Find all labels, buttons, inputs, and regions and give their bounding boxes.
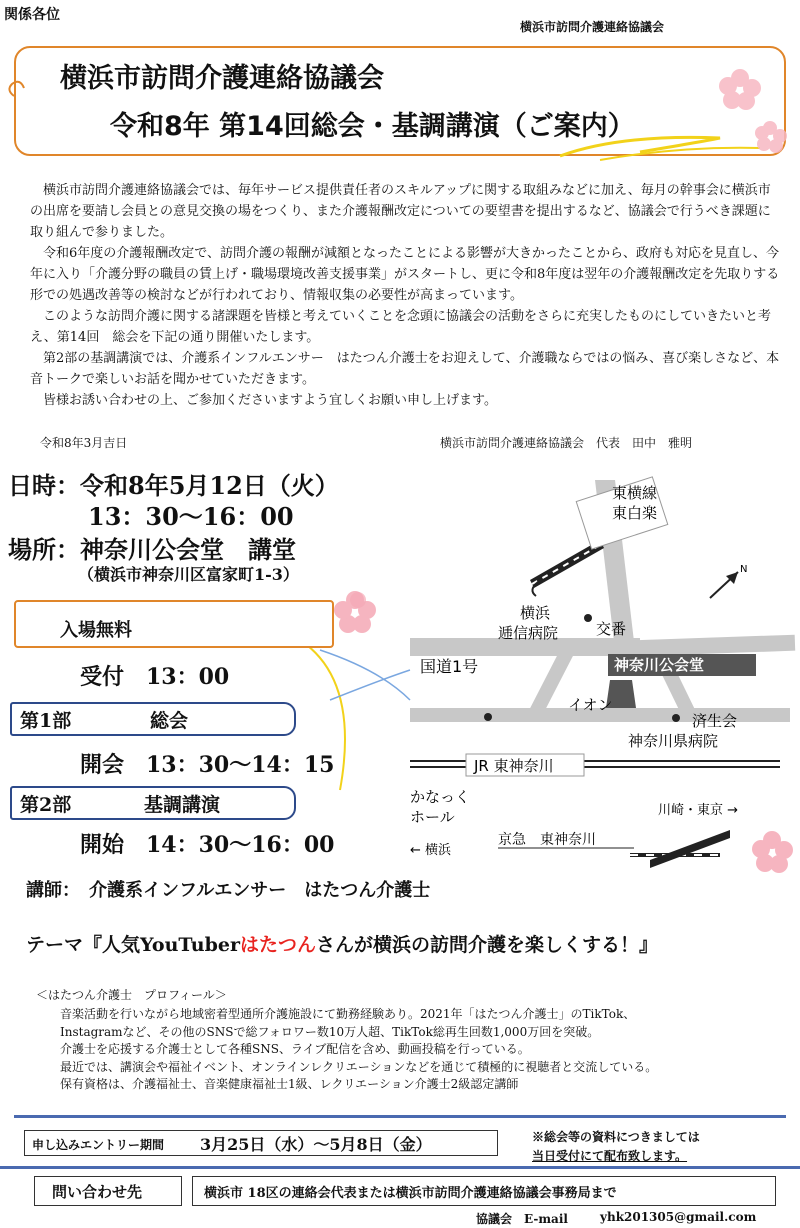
event-date: 日時：令和8年5月12日（火） (8, 471, 339, 500)
part1-label: 第1部 (20, 710, 72, 732)
map-label: 東白楽 (612, 504, 658, 522)
profile-line: Instagramなど、その他のSNSで総フォロワー数10万人超、TikTok総再生回数1,000万回を突破。 (60, 1024, 600, 1039)
email-label: 協議会 E-mail (476, 1212, 568, 1226)
divider (0, 1166, 800, 1169)
blossom-icon (330, 588, 380, 638)
part2-time: 開始 14：30～16：00 (80, 832, 335, 858)
map-label: 国道1号 (420, 657, 479, 676)
materials-note: ※総会等の資料につきましては (532, 1130, 700, 1144)
part1-name: 総会 (150, 710, 189, 732)
map-label: 京急 東神奈川 (498, 832, 596, 848)
profile-line: 最近では、講演会や福祉イベント、オンラインレクリエーションなどを通じて積極的に視聴者と交流している。 (60, 1059, 658, 1074)
entry-label: 申し込みエントリー期間 (32, 1138, 165, 1152)
lecturer: 講師： 介護系インフルエンサー はたつん介護士 (26, 880, 431, 901)
map-label: 交番 (596, 620, 627, 638)
intro-text (30, 180, 780, 411)
recipient-line: 関係各位 (4, 7, 60, 23)
page-subtitle: 令和8年 第14回総会・基調講演（ご案内） (110, 111, 635, 142)
intro-paragraph: 皆様お誘い合わせの上、ご参加くださいますよう宜しくお願い申し上げます。 (43, 393, 497, 408)
profile-heading: ＜はたつん介護士 プロフィール＞ (36, 988, 227, 1002)
part1-time: 開会 13：30～14：15 (80, 752, 335, 778)
issued-date: 令和8年3月吉日 (40, 436, 128, 450)
profile-line: 保有資格は、介護福祉士、音楽健康福祉士1級、レクリエーション介護士2級認定講師 (60, 1077, 519, 1091)
lecture-theme (26, 930, 658, 957)
north-label: N (740, 564, 748, 575)
profile-line: 音楽活動を行いながら地域密着型通所介護施設にて勤務経験あり。2021年「はたつん介護士」のTikTok、 (60, 1007, 636, 1021)
email-link[interactable]: yhk201305@gmail.com (600, 1210, 757, 1224)
map-label: 神奈川公会堂 (614, 656, 705, 674)
profile-text (60, 1006, 780, 1094)
map-label: かなっく (410, 788, 471, 806)
blossom-icon (719, 69, 787, 153)
page-title: 横浜市訪問介護連絡協議会 (60, 63, 384, 94)
intro-paragraph: 令和6年度の介護報酬改定で、訪問介護の報酬が減額となったことによる影響が大きかったことから、政府も対応を見直し、今年に入り「介護分野の職員の賃上げ・職場環境改善支援事業」がスタートし、更に令和8年度は翌年の介護報酬改定を先取りする形での処遇改善等の検討などが行われており、情報収集の必要性が高まっています。 (30, 246, 780, 303)
theme-suffix: さんが横浜の訪問介護を楽しくする！』 (316, 934, 659, 956)
venue-map (400, 470, 800, 890)
event-address: （横浜市神奈川区富家町1-3） (78, 565, 299, 584)
map-label: 神奈川県病院 (628, 732, 719, 750)
map-label: 逓信病院 (498, 624, 559, 642)
contact-text: 横浜市 18区の連絡会代表または横浜市訪問介護連絡協議会事務局まで (204, 1186, 617, 1201)
blossom-icon (752, 831, 793, 873)
intro-paragraph: 第2部の基調講演では、介護系インフルエンサー はたつん介護士をお迎えして、介護職ならではの悩み、喜び楽しさなど、本音トークで楽しいお話を聞かせていただきます。 (30, 351, 780, 387)
materials-note: 当日受付にて配布致します。 (532, 1149, 688, 1163)
map-label: 済生会 (692, 712, 738, 730)
entry-period: 3月25日（水）～5月8日（金） (200, 1135, 432, 1154)
reception-time: 受付 13：00 (80, 664, 230, 690)
theme-highlight: はたつん (240, 934, 317, 956)
theme-prefix: テーマ『人気YouTuber (26, 934, 240, 956)
divider (14, 1115, 786, 1118)
signer: 横浜市訪問介護連絡協議会 代表 田中 雅明 (440, 436, 693, 450)
part2-label: 第2部 (20, 794, 72, 816)
contact-label: 問い合わせ先 (52, 1183, 143, 1201)
admission-label: 入場無料 (60, 620, 132, 641)
map-label: ← 横浜 (410, 843, 452, 858)
header-org: 横浜市訪問介護連絡協議会 (520, 20, 665, 34)
map-label: 横浜 (520, 604, 551, 622)
map-label: 東横線 (612, 484, 658, 502)
intro-paragraph: このような訪問介護に関する諸課題を皆様と考えていくことを念頭に協議会の活動をさらに充実したものにしていきたいと考え、第14回 総会を下記の通り開催いたします。 (30, 309, 772, 345)
intro-paragraph: 横浜市訪問介護連絡協議会では、毎年サービス提供責任者のスキルアップに関する取組みなどに加え、毎月の幹事会に横浜市の出席を要請し会員との意見交換の場をつくり、また介護報酬改定についての要望書を提出するなど、協議会で行うべき課題に取り組んで参りました。 (30, 183, 771, 240)
event-place: 場所：神奈川公会堂 講堂 (8, 535, 296, 564)
event-time: 13：30～16：00 (88, 502, 294, 531)
profile-line: 介護士を応援する介護士として各種SNS、ライブ配信を含め、動画投稿を行っている。 (60, 1042, 530, 1056)
map-label: ホール (410, 808, 455, 826)
map-label: イオン (568, 696, 613, 714)
map-label: 川崎・東京 → (658, 803, 739, 818)
map-label: JR 東神奈川 (474, 757, 554, 775)
part2-name: 基調講演 (144, 794, 221, 816)
